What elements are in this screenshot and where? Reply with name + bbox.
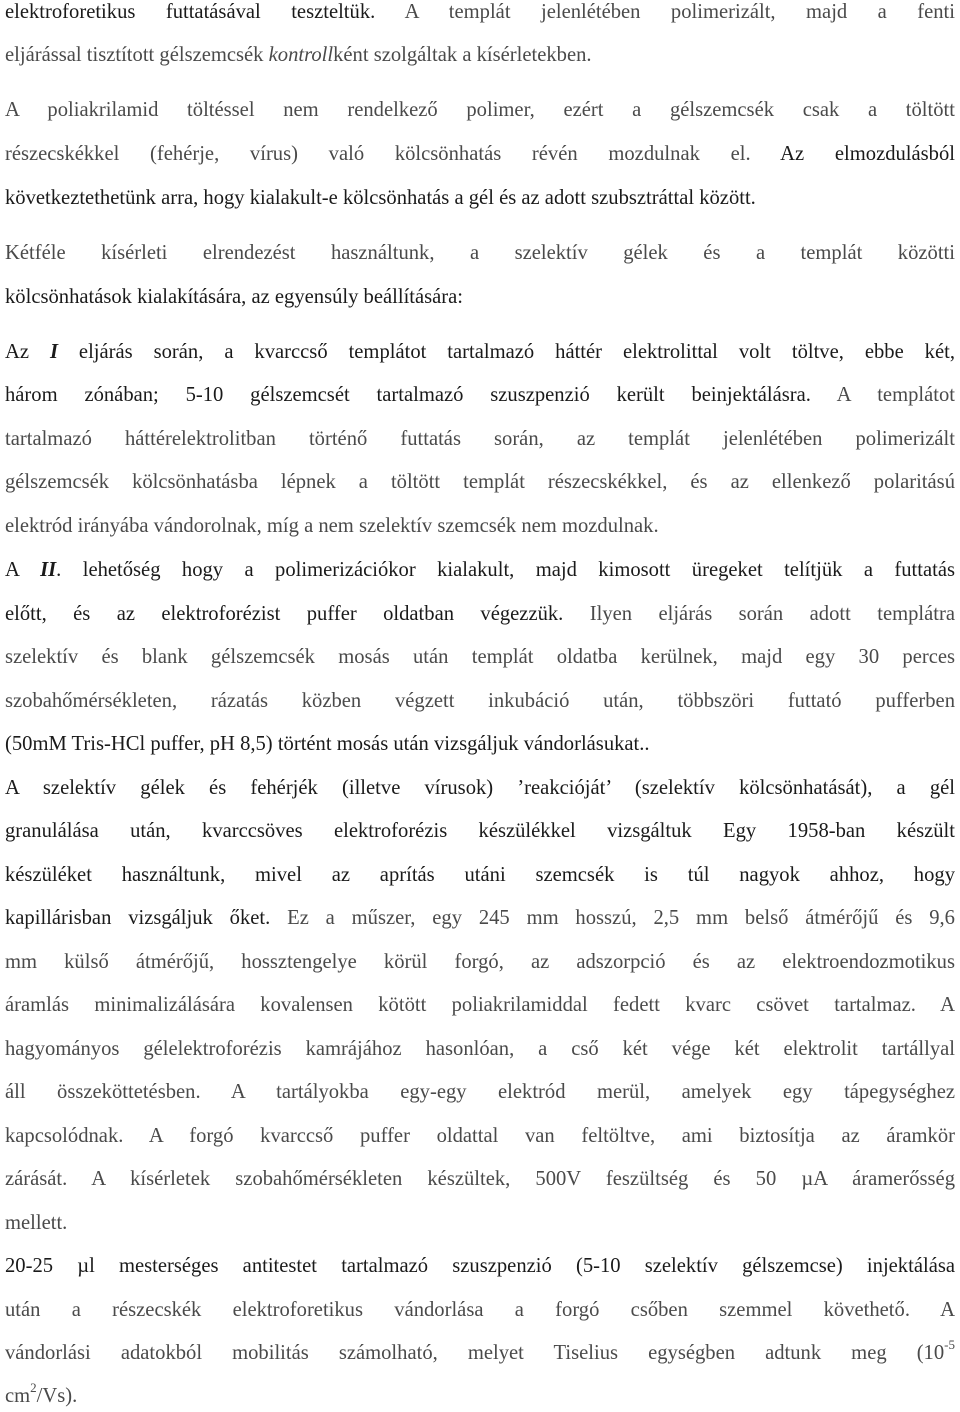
text-run: szelektív és blank gélszemcsék mosás után templát oldatba kerülnek, majd egy 30 perces: [5, 646, 955, 668]
text-run: elektród irányába vándorolnak, míg a nem szelektív szemcsék nem mozdulnak.: [5, 515, 659, 537]
text-run: gélszemcsék kölcsönhatásba lépnek a töltött templát részecskékkel, és az ellenkező polaritású: [5, 471, 955, 493]
text-run: granulálása után, kvarccsöves elektroforézis készülékkel vizsgáltuk Egy 1958-ban készült: [5, 820, 955, 842]
text-run: . lehetőség hogy a polimerizációkor kialakult, majd kimosott üregeket telítjük a futtatás: [56, 559, 955, 581]
text-run: mellett.: [5, 1212, 68, 1234]
text-line: [5, 0, 955, 27]
text-line: [5, 1121, 955, 1151]
text-run: Az elmozdulásból: [780, 143, 955, 165]
text-run: zárását. A kísérletek szobahőmérsékleten készültek, 500V feszültség és 50 µA áramerősség: [5, 1168, 955, 1190]
italic-term: kontroll: [268, 44, 334, 66]
text-line: [5, 686, 955, 716]
text-line: [5, 860, 955, 890]
text-line: [5, 511, 955, 541]
text-run: /Vs).: [36, 1385, 78, 1407]
text-run: Az: [5, 341, 50, 363]
text-run: A poliakrilamid töltéssel nem rendelkező polimer, ezért a gélszemcsék csak a töltött: [5, 99, 955, 121]
text-run: A szelektív gélek és fehérjék (illetve vírusok) ’reakcióját’ (szelektív kölcsönhatását), a gél: [5, 777, 955, 799]
text-run: A templátot: [836, 384, 955, 406]
text-run: 20-25 µl mesterséges antitestet tartalmazó szuszpenzió (5-10 szelektív gélszemcse) injektálása: [5, 1255, 955, 1277]
text-line: [5, 773, 955, 803]
text-run: három zónában; 5-10 gélszemcsét tartalmazó szuszpenzió került beinjektálásra.: [5, 384, 837, 406]
text-run: hagyományos gélelektroforézis kamrájához hasonlóan, a cső két vége két elektrolit tartállyal: [5, 1038, 955, 1060]
text-line: [5, 1208, 955, 1238]
text-run: elektroforetikus futtatásával teszteltük.: [5, 1, 405, 23]
text-line: [5, 1077, 955, 1107]
text-line: [5, 1381, 955, 1411]
text-run: Ilyen eljárás során adott templátra: [589, 603, 955, 625]
text-line: [5, 990, 955, 1020]
text-run: áramlás minimalizálására kovalensen kötött poliakrilamiddal fedett kvarc csövet tartalmaz. A: [5, 994, 955, 1016]
text-run: részecskékkel (fehérje, vírus) való kölcsönhatás révén mozdulnak el.: [5, 143, 781, 165]
text-line: [5, 729, 955, 759]
text-run: tartalmazó háttérelektrolitban történő futtatás során, az templát jelenlétében polimerizált: [5, 428, 955, 450]
text-run: kölcsönhatások kialakítására, az egyensúly beállítására:: [5, 286, 464, 308]
text-line: [5, 1251, 955, 1281]
text-run: kapillárisban vizsgáljuk őket.: [5, 907, 288, 929]
method-label: I: [49, 341, 58, 363]
text-run: (50mM Tris-HCl puffer, pH 8,5) történt mosás után vizsgáljuk vándorlásukat..: [5, 733, 650, 755]
text-line: [5, 555, 955, 585]
text-line: [5, 1295, 955, 1325]
text-line: [5, 903, 955, 933]
text-run: következtethetünk arra, hogy kialakult-e kölcsönhatás a gél és az adott szubsztráttal között.: [5, 187, 756, 209]
text-line: [5, 238, 955, 268]
text-line: [5, 282, 955, 312]
text-run: cm: [5, 1385, 31, 1407]
text-line: [5, 337, 955, 367]
text-line: [5, 816, 955, 846]
text-run: áll összeköttetésben. A tartályokba egy-egy elektród merül, amelyek egy tápegységhez: [5, 1081, 955, 1103]
exponent: 2: [30, 1380, 37, 1396]
text-run: Kétféle kísérleti elrendezést használtunk, a szelektív gélek és a templát közötti: [5, 242, 955, 264]
text-line: [5, 1338, 955, 1368]
text-line: [5, 1164, 955, 1194]
text-run: előtt, és az elektroforézist puffer oldatban végezzük.: [5, 603, 590, 625]
text-run: Ez a műszer, egy 245 mm hosszú, 2,5 mm belső átmérőjű és 9,6: [287, 907, 955, 929]
text-run: A templát jelenlétében polimerizált, majd a fenti: [404, 1, 955, 23]
text-run: mm külső átmérőjű, hossztengelye körül forgó, az adszorpció és az elektroendozmotikus: [5, 951, 955, 973]
text-line: [5, 40, 955, 70]
text-line: [5, 424, 955, 454]
text-run: után a részecskék elektroforetikus vándorlása a forgó csőben szemmel követhető. A: [5, 1299, 955, 1321]
text-line: [5, 139, 955, 169]
text-run: eljárás során, a kvarccső templátot tartalmazó háttér elektrolittal volt töltve, ebbe két,: [57, 341, 955, 363]
text-run: készüléket használtunk, mivel az aprítás utáni szemcsék is túl nagyok ahhoz, hogy: [5, 864, 955, 886]
text-line: [5, 183, 955, 213]
text-run: eljárással tisztított gélszemcsék: [5, 44, 269, 66]
text-line: [5, 642, 955, 672]
method-label: II: [40, 559, 57, 581]
text-run: A: [5, 559, 41, 581]
text-run: szobahőmérsékleten, rázatás közben végzett inkubáció után, többszöri futtató pufferben: [5, 690, 955, 712]
text-line: [5, 467, 955, 497]
text-line: [5, 380, 955, 410]
text-run: vándorlási adatokból mobilitás számolható, melyet Tiselius egységben adtunk meg (10: [5, 1342, 945, 1364]
text-run: kapcsolódnak. A forgó kvarccső puffer oldattal van feltöltve, ami biztosítja az áramkör: [5, 1125, 955, 1147]
text-run: ként szolgáltak a kísérletekben.: [333, 44, 592, 66]
text-line: [5, 599, 955, 629]
text-line: [5, 1034, 955, 1064]
exponent: -5: [944, 1337, 955, 1353]
text-line: [5, 947, 955, 977]
text-line: [5, 95, 955, 125]
